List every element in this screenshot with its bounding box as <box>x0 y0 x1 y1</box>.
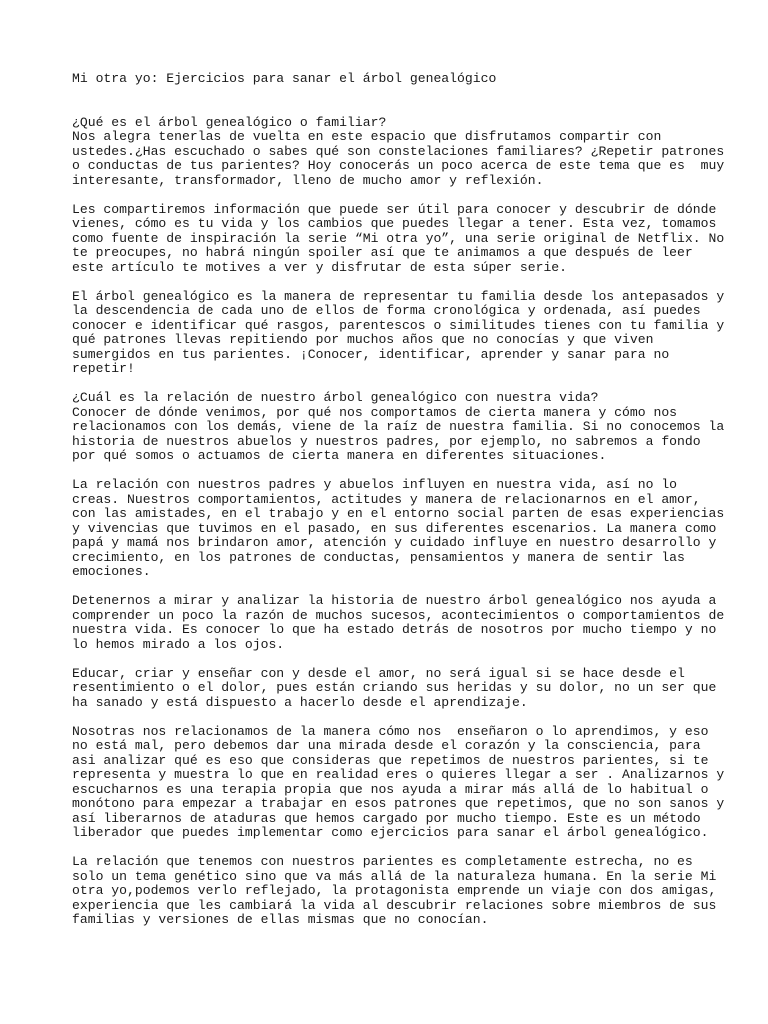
text-line: familias y versiones de ellas mismas que no conocían. <box>72 912 489 927</box>
text-line: Nosotras nos relacionamos de la manera cómo nos enseñaron o lo aprendimos, y eso <box>72 723 709 739</box>
text-line: nuestra vida. Es conocer lo que ha estado detrás de nosotros por mucho tiempo y no <box>72 622 717 637</box>
text-line: así liberarnos de ataduras que hemos cargado por mucho tiempo. Este es un método <box>72 810 701 826</box>
paragraph <box>72 854 717 928</box>
text-line: ustedes.¿Has escuchado o sabes qué son constelaciones familiares? ¿Repetir patrones <box>72 143 725 159</box>
text-line: Nos alegra tenerlas de vuelta en este espacio que disfrutamos compartir con <box>72 129 662 144</box>
text-line: con las amistades, en el trabajo y en el entorno social parten de esas experiencias <box>72 506 725 521</box>
paragraph <box>72 114 725 189</box>
paragraph <box>72 288 725 377</box>
text-line: resentimiento o el dolor, pues están criando sus heridas y su dolor, no un ser que <box>72 680 717 695</box>
text-line: historia de nuestros abuelos y nuestros padres, por ejemplo, no sabremos a fondo <box>72 433 701 449</box>
text-line: ¿Qué es el árbol genealógico o familiar? <box>72 114 387 130</box>
text-line: la descendencia de cada uno de ellos de forma cronológica y ordenada, así puedes <box>72 303 701 318</box>
text-line: y vivencias que tuvimos en el pasado, en sus diferentes escenarios. La manera como <box>72 520 717 536</box>
text-line: conocer e identificar qué rasgos, parentescos o similitudes tienes con tu familia y <box>72 317 725 333</box>
text-line: papá y mamá nos brindaron amor, atención y cuidado influye en nuestro desarrollo y <box>72 535 717 550</box>
paragraph <box>72 477 725 580</box>
paragraph <box>72 723 725 841</box>
text-line: creas. Nuestros comportamientos, actitudes y manera de relacionarnos en el amor, <box>72 491 701 507</box>
text-line: asi analizar qué es eso que consideras que repetimos de nuestros parientes, si te <box>72 752 709 768</box>
text-line: este artículo te motives a ver y disfrutar de esta súper serie. <box>72 259 568 275</box>
text-line: El árbol genealógico es la manera de representar tu familia desde los antepasados y <box>72 288 725 304</box>
text-line: qué patrones llevas repitiendo por muchos años que no conocías y que viven <box>72 332 654 347</box>
paragraph <box>72 665 717 711</box>
document-title: Mi otra yo: Ejercicios para sanar el árbol genealógico <box>72 71 497 86</box>
text-line: Conocer de dónde venimos, por qué nos comportamos de cierta manera y cómo nos <box>72 404 678 420</box>
text-line: experiencia que les cambiará la vida al descubrir relaciones sobre miembros de sus <box>72 897 717 913</box>
text-line: La relación que tenemos con nuestros parientes es completamente estrecha, no es <box>72 854 693 869</box>
text-line: te preocupes, no habrá ningún spoiler así que te animamos a que después de leer <box>72 245 693 260</box>
text-line: comprender un poco la razón de muchos sucesos, acontecimientos o comportamientos de <box>72 607 725 623</box>
text-line: vienes, cómo es tu vida y los cambios que puedes llegar a tener. Esta vez, tomamos <box>72 216 717 231</box>
text-line: Educar, criar y enseñar con y desde el amor, no será igual si se hace desde el <box>72 665 685 681</box>
paragraph <box>72 201 725 276</box>
document-page <box>72 71 725 942</box>
text-line: ¿Cuál es la relación de nuestro árbol genealógico con nuestra vida? <box>72 390 599 405</box>
text-line: solo un tema genético sino que va más allá de la naturaleza humana. En la serie Mi <box>72 868 717 884</box>
text-line: por qué somos o actuamos de cierta manera en diferentes situaciones. <box>72 448 607 463</box>
text-line: interesante, transformador, lleno de mucho amor y reflexión. <box>72 172 544 188</box>
text-line: no está mal, pero debemos dar una mirada desde el corazón y la consciencia, para <box>72 738 701 753</box>
paragraph <box>72 593 725 652</box>
text-line: monótono para empezar a trabajar en esos patrones que repetimos, que no son sanos y <box>72 796 725 811</box>
text-line: repetir! <box>72 361 135 376</box>
text-line: sumergidos en tus parientes. ¡Conocer, identificar, aprender y sanar para no <box>72 346 670 362</box>
text-line: escucharnos es una terapia propia que nos ayuda a mirar más allá de lo habitual o <box>72 781 709 797</box>
text-line: emociones. <box>72 564 151 579</box>
text-line: crecimiento, en los patrones de conductas, pensamientos y manera de sentir las <box>72 549 685 565</box>
text-line: representa y muestra lo que en realidad eres o quieres llegar a ser . Analizarnos y <box>72 767 725 782</box>
text-line: Detenernos a mirar y analizar la historia de nuestro árbol genealógico nos ayuda a <box>72 593 717 608</box>
text-line: o conductas de tus parientes? Hoy conocerás un poco acerca de este tema que es muy <box>72 158 725 173</box>
text-line: como fuente de inspiración la serie “Mi otra yo”, una serie original de Netflix. No <box>72 230 725 246</box>
text-line: ha sanado y está dispuesto a hacerlo desde el aprendizaje. <box>72 694 528 710</box>
document-body <box>72 114 725 928</box>
text-line: Les compartiremos información que puede ser útil para conocer y descubrir de dónde <box>72 201 717 217</box>
text-line: La relación con nuestros padres y abuelos influyen en nuestra vida, así no lo <box>72 477 678 492</box>
text-line: relacionamos con los demás, viene de la raíz de nuestra familia. Si no conocemos la <box>72 419 725 434</box>
text-line: lo hemos mirado a los ojos. <box>72 636 285 652</box>
text-line: otra yo,podemos verlo reflejado, la protagonista emprende un viaje con dos amigas, <box>72 883 717 898</box>
text-line: liberador que puedes implementar como ejercicios para sanar el árbol genealógico. <box>72 825 709 840</box>
paragraph <box>72 390 725 464</box>
